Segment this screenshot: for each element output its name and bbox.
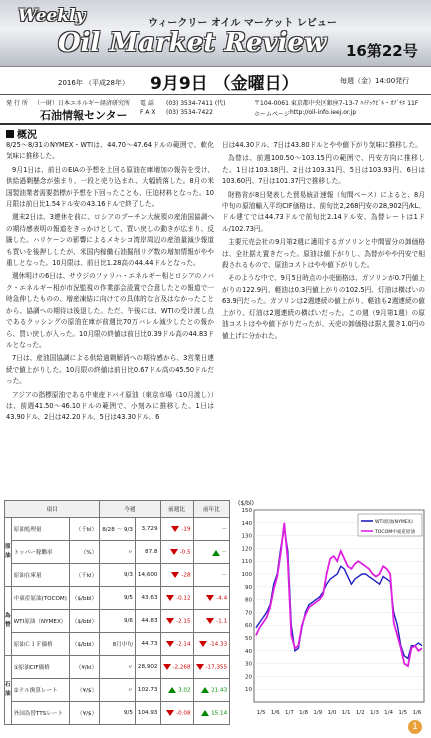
change-value: -2,268 (172, 664, 191, 671)
y-tick-label: 90 (245, 584, 252, 591)
tel-number: (03) 3534-7411 (代) (166, 100, 226, 107)
table-cell-yoy (193, 702, 230, 725)
table-cell-wow (160, 587, 193, 610)
crude-price-chart (236, 496, 428, 724)
y-tick-label: 30 (245, 661, 252, 668)
change-value: -0.08 (176, 710, 191, 717)
down-triangle-icon (196, 664, 204, 670)
publish-frequency: 毎週（金）14:00発行 (340, 77, 410, 85)
up-triangle-icon (168, 687, 176, 693)
table-cell-name: トッパー稼働率 (11, 541, 69, 564)
paragraph: そのような中で、9月5日時点の小売価格は、ガソリンが0.7円値上がりの122.9円、軽油は0.3円値上がりの102.5円、灯油は横ばいの63.9円だった。ガソリンは2週連続の値上がり、軽油も2週連続の値上がり、灯油は2週連続の横ばいだった。この週（9月第1週）の原油コストはやや値下がりだったが、天売の卸価格は据え置き1.0円の値上げに分かれた。 (222, 274, 425, 340)
masthead-kana: ウィークリー オイル マーケット レビュー (148, 18, 337, 29)
x-tick-label: 1/4 (384, 710, 394, 716)
down-triangle-icon (171, 572, 179, 578)
market-table (4, 500, 230, 725)
table-header: 前年比 (193, 501, 230, 518)
table-cell-value: 104.93 (135, 702, 160, 725)
down-triangle-icon (166, 641, 174, 647)
paragraph: 7日は、産油国協調による供給過剰解消への期待感から、3営業日連続で値上がりした。10月限の終値は前日比0.67ドル高の45.50ドルだった。 (6, 354, 214, 386)
table-cell-wow (160, 656, 193, 679)
change-value: － (221, 573, 228, 579)
table-cell-name: ①原油CIF価格 (11, 656, 69, 679)
x-tick-label: 1/6 (412, 710, 422, 716)
x-tick-label: 1/8 (299, 710, 309, 716)
paragraph: 財務省が8日発表した貿易統計速報（旬間ベース）によると、8月中旬の原油輸入平均CIF価格は、前旬比2,268円安の28,902円/kL、ドル建てでは44.73ドルで前旬比2.14ドル安、為替レートは1ドル/102.73円。 (222, 190, 425, 233)
down-triangle-icon (166, 618, 174, 624)
table-cell-yoy (193, 587, 230, 610)
change-value: 3.02 (178, 687, 191, 694)
table-cell-wow (160, 518, 193, 541)
table-cell-period: 〃 (100, 679, 136, 702)
table-cell-value: 28,902 (135, 656, 160, 679)
table-cell-value: 102.73 (135, 679, 160, 702)
paragraph: 週休明けの6日は、サウジのファリハ・エネルギー相とロシアのノバク・エネルギー相が市況監視の作業部会設置で合意したとの報道で一時急伸したものの、増産凍結に向けての具体的な言及はなかったことから、協調への期待は後退した。ただ、午後には、WTIの受け渡し点であるクッシングの原油在庫が前週比70万バレル減少したとの報から、買い戻しが入った。10月限の終値は前日比0.39ドル高の44.83ドルとなった。 (6, 272, 214, 349)
table-cell-value: 44.83 (135, 610, 160, 633)
table-cell-period: 8月中旬 (100, 633, 136, 656)
legend-label: TOCOM中東産原油 (375, 530, 416, 535)
y-tick-label: 40 (245, 648, 252, 655)
table-row (5, 610, 230, 633)
web-label: ホームページ (254, 111, 290, 118)
y-axis-label: ($/bl) (238, 500, 254, 507)
paragraph: 主要元売会社の9月第2週に適用するガソリンと中間留分の卸価格は、全社据え置きだった。原油は値下がりし、為替がやや円安で相殺されるもので、原油コストはやや値下がりした。 (222, 238, 425, 270)
weekly-label: Weekly (18, 6, 86, 26)
paragraph: 日は44.30ドル、7日は43.80ドルとやや値下がり気味に推移した。 (222, 141, 422, 149)
y-tick-label: 80 (245, 597, 252, 604)
table-group-label: 為替 (5, 587, 12, 656)
table-group-label: 石油 (5, 656, 12, 725)
table-cell-unit: （$/bbl） (69, 633, 99, 656)
change-value: － (221, 527, 228, 533)
address: 〒104-0061 東京都中央区銀座7-13-7 ﾊｲﾃｯｸﾋﾞﾙ・ｵﾌﾞﾁｴ 11F (254, 100, 419, 107)
table-cell-value: 87.8 (135, 541, 160, 564)
table-cell-name: 中東産原油(TOCOM) (11, 587, 69, 610)
change-value: -19 (181, 526, 191, 533)
change-value: -4.4 (216, 595, 228, 602)
table-row (5, 702, 230, 725)
table-cell-unit: （¥/kl） (69, 656, 99, 679)
table-row (5, 633, 230, 656)
table-cell-unit: （$/bbl） (69, 610, 99, 633)
change-value: -17,355 (205, 664, 228, 671)
table-cell-period: 9/3 (100, 564, 136, 587)
x-tick-label: 1/0 (327, 710, 337, 716)
y-tick-label: 50 (245, 636, 252, 642)
x-tick-label: 1/5 (398, 710, 408, 716)
y-tick-label: 10 (245, 687, 252, 694)
table-cell-name: 外国為替TTSレート (11, 702, 69, 725)
issue-number: 16第22号 (346, 42, 418, 60)
paragraph: 8/25～8/31のNYMEX・WTIは、44.70～47.64ドルの範囲で、軟化気味に推移した。 (6, 141, 214, 161)
table-cell-wow (160, 679, 193, 702)
y-tick-label: 100 (241, 572, 252, 578)
table-cell-name: ②ドル換算レート (11, 679, 69, 702)
table-cell-yoy (193, 610, 230, 633)
x-tick-label: 1/6 (270, 710, 280, 716)
down-triangle-icon (163, 664, 171, 670)
table-header: 項目 (5, 501, 100, 518)
table-cell-yoy (193, 518, 230, 541)
y-tick-label: 150 (241, 508, 252, 514)
x-tick-label: 1/2 (355, 710, 365, 716)
table-row (5, 679, 230, 702)
table-cell-period: 8/28 ～ 9/3 (100, 518, 136, 541)
down-triangle-icon (170, 549, 178, 555)
change-value: -28 (181, 572, 191, 579)
table-cell-wow (160, 541, 193, 564)
table-cell-unit: （¥/$） (69, 679, 99, 702)
y-tick-label: 60 (245, 623, 252, 630)
plot-area (254, 510, 424, 702)
table-cell-value: 3,729 (135, 518, 160, 541)
table-group-label: 原油 (5, 518, 12, 587)
table-cell-value: 14,600 (135, 564, 160, 587)
table-row (5, 541, 230, 564)
table-row (5, 656, 230, 679)
change-value: -1.1 (216, 618, 228, 625)
web-url[interactable]: http://oil-info.ieej.or.jp (290, 109, 357, 116)
table-cell-name: 原油在庫量 (11, 564, 69, 587)
table-row (5, 518, 230, 541)
table-cell-period: 9/6 (100, 610, 136, 633)
publisher-center: 石油情報センター (40, 109, 128, 122)
change-value: 21.43 (211, 687, 228, 694)
publisher-org: （一財）日本エネルギー経済研究所 (34, 100, 131, 107)
table-cell-yoy (193, 564, 230, 587)
change-value: -2.14 (176, 641, 191, 648)
table-row (5, 564, 230, 587)
up-triangle-icon (201, 710, 209, 716)
y-tick-label: 70 (245, 610, 252, 617)
year-line: 2016年 （平成28年） (58, 79, 129, 87)
y-tick-label: 110 (241, 559, 252, 566)
table-cell-name: 原油ＣＩＦ価格 (11, 633, 69, 656)
x-tick-label: 1/9 (313, 710, 323, 716)
section-heading (6, 126, 37, 141)
table-cell-wow (160, 702, 193, 725)
section-title: 概況 (17, 130, 37, 141)
fax-number: (03) 3534-7422 (166, 109, 213, 116)
table-cell-unit: （千kl） (69, 564, 99, 587)
up-triangle-icon (201, 687, 209, 693)
change-value: -0.12 (176, 595, 191, 602)
table-cell-unit: （千kl） (69, 518, 99, 541)
right-column (222, 140, 425, 344)
table-cell-unit: （¥/$） (69, 702, 99, 725)
dateline (0, 68, 431, 92)
down-triangle-icon (166, 710, 174, 716)
table-cell-yoy (193, 541, 230, 564)
issue-date: 9月9日 （金曜日） (150, 74, 299, 94)
paragraph: 9月1日は、前日のEIAの予想を上回る原油在庫増加の報告を受け、供給過剰懸念が強まり、一段と売り込まれ、大幅続落した。8月の米国製油業者需要指標が予想を下回ったことも、圧迫材料となった。10月限は前日比1.54ドル安の43.16ドルで終了した。 (6, 165, 214, 209)
down-triangle-icon (166, 595, 174, 601)
table-header: 今週 (100, 501, 160, 518)
table-row (5, 587, 230, 610)
publisher-label: 発 行 所 (6, 100, 28, 107)
table-cell-name: 原油処理量 (11, 518, 69, 541)
change-value: 15.14 (211, 710, 228, 717)
down-triangle-icon (206, 595, 214, 601)
down-triangle-icon (171, 526, 179, 532)
table-header: 前週比 (160, 501, 193, 518)
page-number: 1 (408, 720, 422, 734)
change-value: -2.15 (176, 618, 191, 625)
table-cell-yoy (193, 679, 230, 702)
y-tick-label: 140 (241, 520, 252, 527)
table-cell-name: WTI原油（NYMEX） (11, 610, 69, 633)
masthead (0, 0, 431, 67)
y-tick-label: 120 (241, 546, 252, 553)
table-cell-unit: （%） (69, 541, 99, 564)
table-cell-period: 〃 (100, 541, 136, 564)
x-tick-label: 1/7 (284, 710, 294, 716)
tel-label: 電 話 (140, 100, 154, 107)
publisher-info (0, 94, 431, 124)
table-cell-wow (160, 633, 193, 656)
paragraph: アジアの指標原油である中東産ドバイ原油（東京市場（10月渡し））は、前週41.50～46.10ドルの範囲で、小刻みに推移した。1日は43.90ドル、2日は42.20ドル、5日は43.30ドル、6 (6, 390, 214, 422)
x-tick-label: 1/5 (256, 710, 266, 716)
up-triangle-icon (212, 550, 220, 556)
table-cell-wow (160, 610, 193, 633)
table-cell-period: 9/5 (100, 587, 136, 610)
divider (0, 123, 431, 125)
legend-label: WTI原油(NYMEX) (375, 520, 413, 525)
table-cell-yoy (193, 656, 230, 679)
square-icon (6, 130, 14, 138)
down-triangle-icon (206, 618, 214, 624)
down-triangle-icon (199, 641, 207, 647)
y-tick-label: 20 (245, 674, 252, 681)
x-tick-label: 1/3 (369, 710, 379, 716)
table-cell-wow (160, 564, 193, 587)
paragraph: 為替は、前週100.50～103.15円の範囲で、円安方向に推移した。1日は103.18円、2日は103.31円、5日は103.93円、6日は103.60円、7日は101.37円で推移した。 (222, 154, 425, 186)
change-value: － (221, 550, 228, 556)
paragraph: 週末2日は、3連休を前に、ロシアのプーチン大統領の産油国協調への期待感表明の報道をきっかけとして、買い戻しの動きが広まり、反騰した。ハリケーンの影響によるメキシコ湾岸周辺の産油量減少報道も買いを後押ししたが、米国内稼働石油掘削リグ数の増加情報がやや重しとなった。10月限は、前日比1.28高の44.44ドルとなった。 (6, 213, 214, 268)
table-cell-value: 43.63 (135, 587, 160, 610)
table-cell-yoy (193, 633, 230, 656)
change-value: -14.33 (209, 641, 228, 648)
change-value: -0.5 (179, 549, 191, 556)
table-cell-period: 〃 (100, 656, 136, 679)
table-cell-unit: （$/bbl） (69, 587, 99, 610)
table-cell-period: 9/5 (100, 702, 136, 725)
publication-title: Oil Market Review (58, 28, 327, 58)
fax-label: F A X (140, 109, 156, 116)
left-column (6, 140, 214, 426)
table-cell-value: 44.73 (135, 633, 160, 656)
y-tick-label: 130 (241, 533, 252, 540)
x-tick-label: 1/1 (341, 710, 351, 716)
